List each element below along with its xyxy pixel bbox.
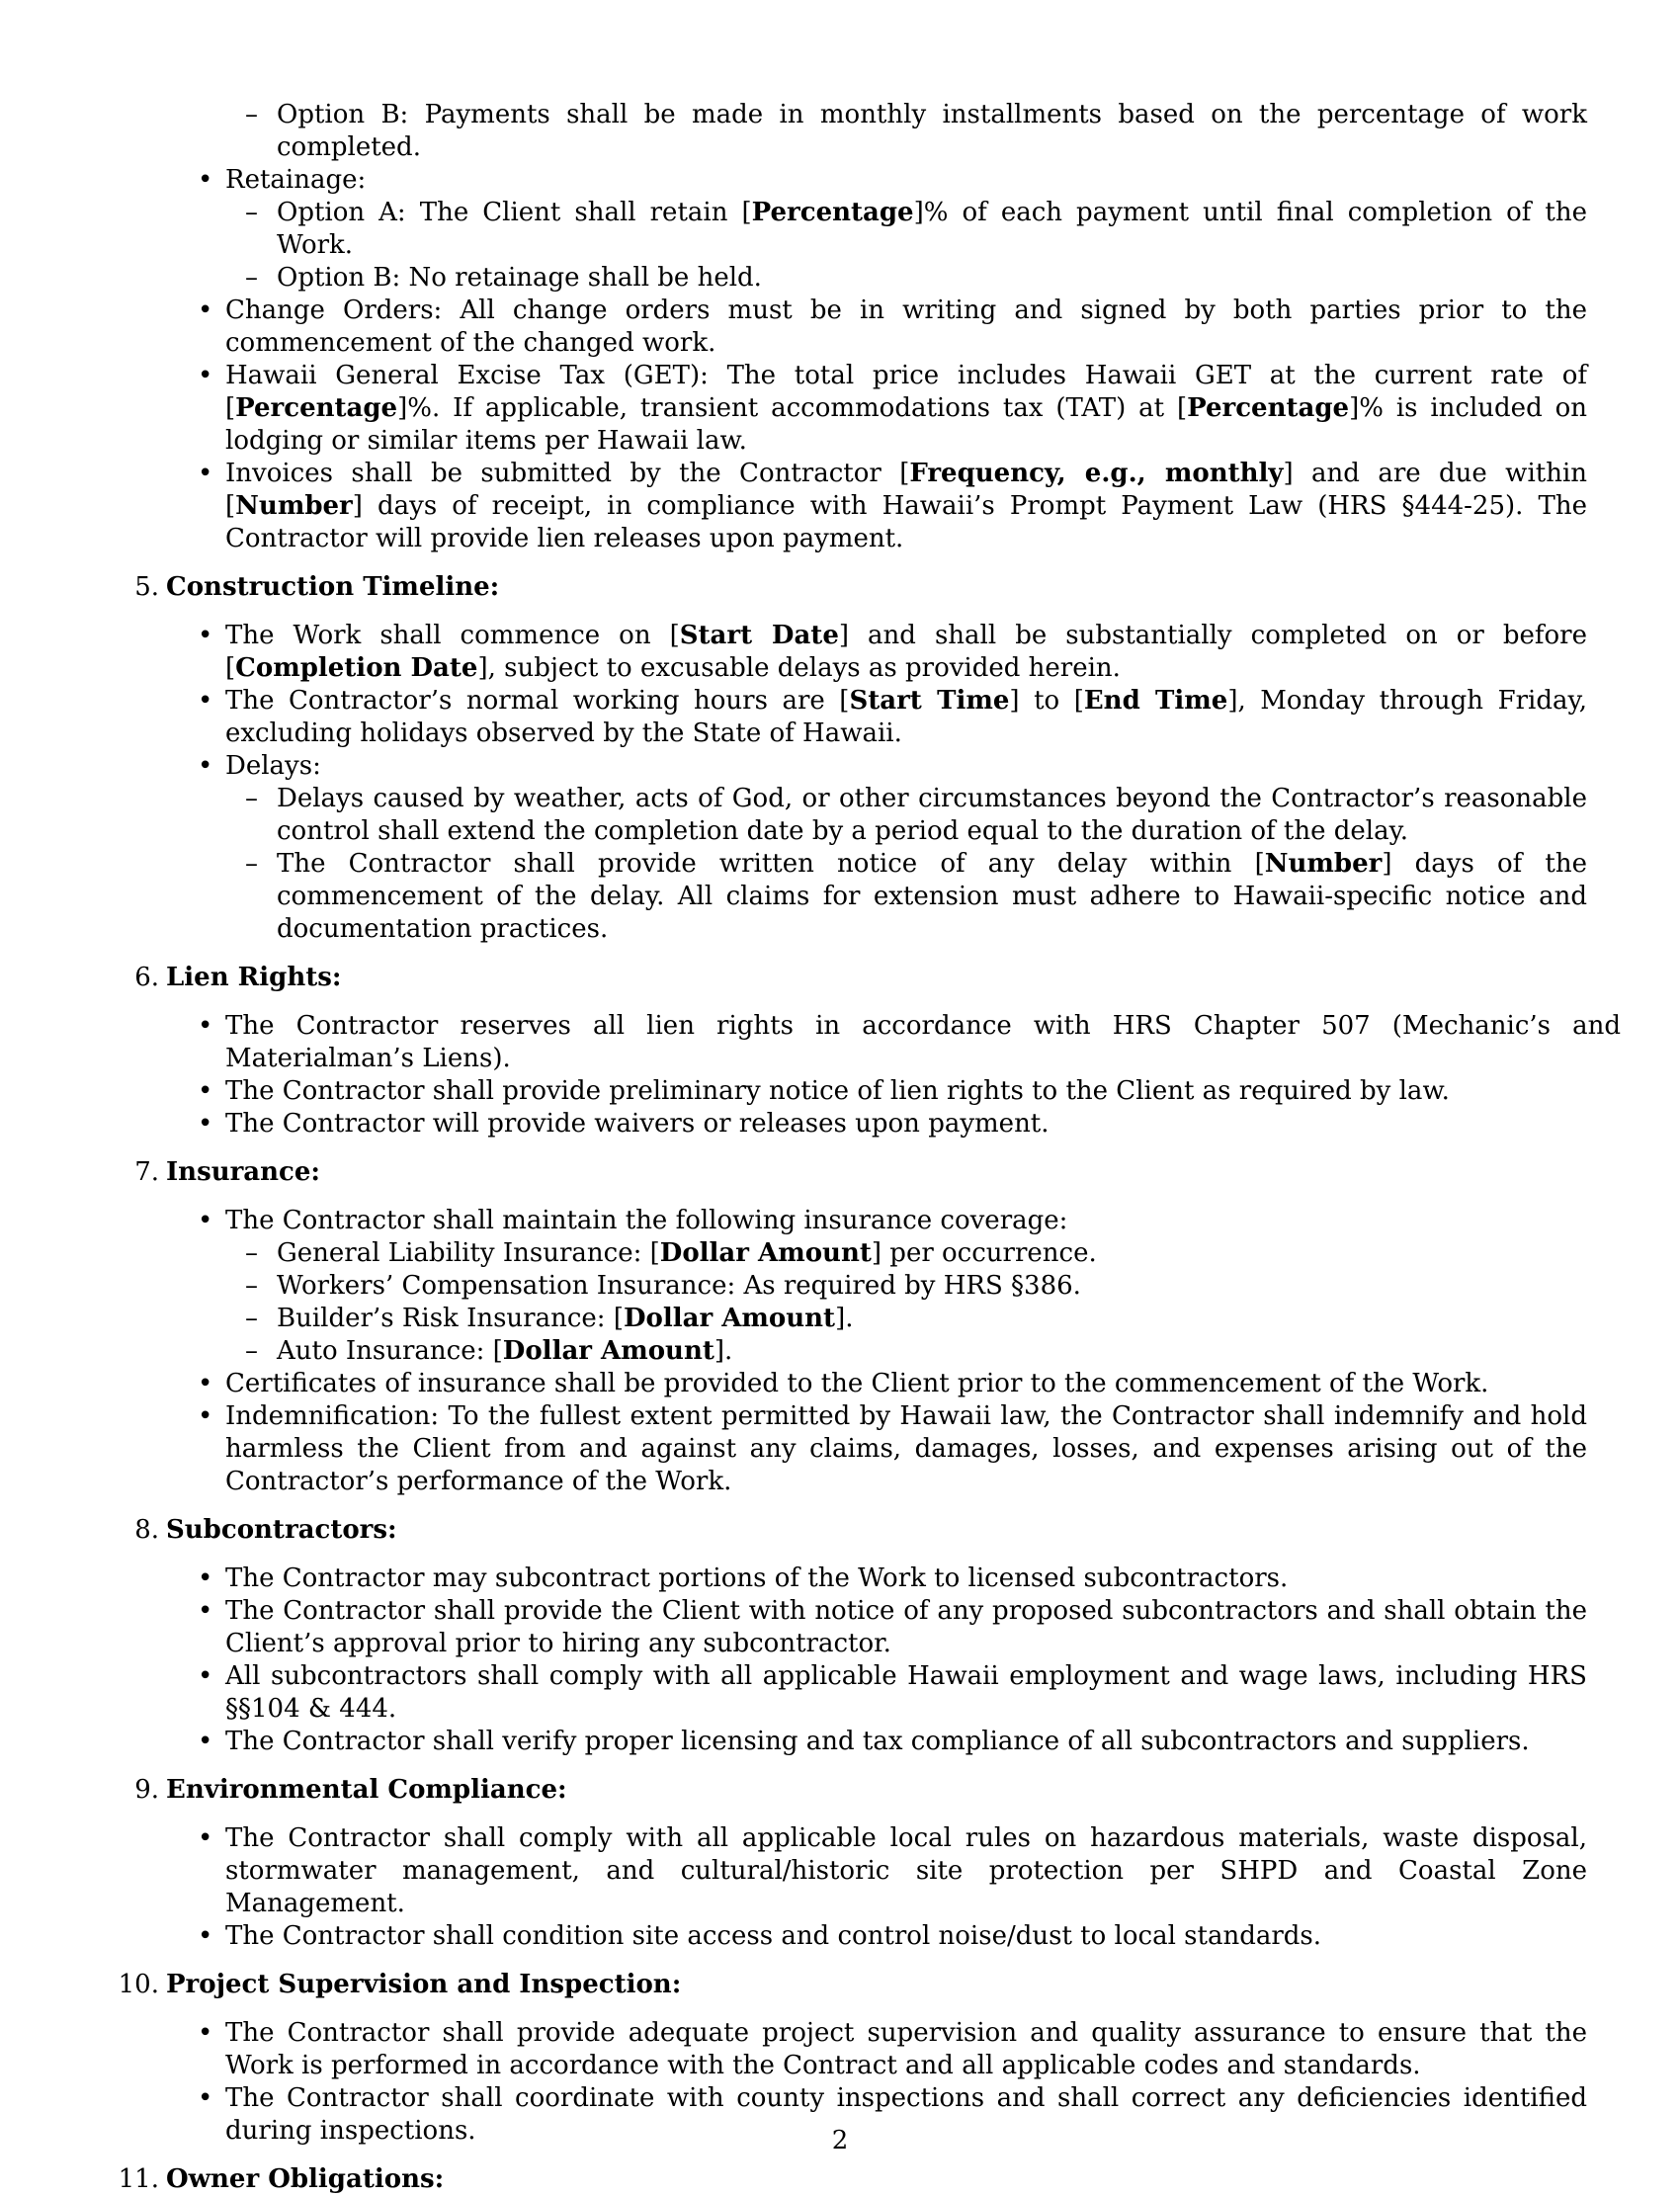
section-project-supervision <box>0 1969 1680 2148</box>
sub-list-item: – Auto Insurance: [Dollar Amount]. <box>245 1336 733 1366</box>
retainage-item: • Retainage: – Option A: The Client shall retain [Percentage]% of each payment until final completion of the Work. – Option B: No retainage shall be held. <box>198 165 1587 293</box>
bullet-icon: • <box>198 621 213 650</box>
payment-terms-list <box>0 99 1680 555</box>
section-heading: 10. Project Supervision and Inspection: <box>118 1970 682 1999</box>
list-item: • The Contractor shall condition site access and control noise/dust to local standards. <box>198 1921 1322 1951</box>
retainage-options <box>225 197 1587 295</box>
section-construction-timeline <box>0 571 1680 946</box>
list-item: • The Work shall commence on [Start Date] and shall be substantially completed on or before [Completion Date], subject to excusable delays as provided herein. <box>198 621 1587 683</box>
page-number: 2 <box>831 2126 849 2155</box>
list-item: • The Contractor’s normal working hours are [Start Time] to [End Time], Monday through Friday, excluding holidays observed by the State of Hawaii. <box>198 686 1587 748</box>
list-item: • Indemnification: To the fullest extent permitted by Hawaii law, the Contractor shall indemnify and hold harmless the Client from and against any claims, damages, losses, and expenses arising out of the Contractor’s performance of the Work. <box>198 1401 1587 1496</box>
list-item: • The Contractor will provide waivers or releases upon payment. <box>198 1109 1050 1139</box>
list-item: • The Contractor shall provide adequate project supervision and quality assurance to ensure that the Work is performed in accordance with the Contract and all applicable codes and standards. <box>198 2018 1587 2080</box>
bullet-icon: • <box>198 1401 213 1431</box>
section-heading: 6. Lien Rights: <box>134 963 342 992</box>
bullet-icon: • <box>198 296 213 325</box>
change-orders-item: • Change Orders: All change orders must be in writing and signed by both parties prior to the commencement of the changed work. <box>198 296 1587 358</box>
get-item: • Hawaii General Excise Tax (GET): The total price includes Hawaii GET at the current rate of [Percentage]%. If applicable, transient accommodations tax (TAT) at [Percentage]% is included on lodging or similar items per Hawaii law. <box>198 361 1587 456</box>
section-heading: 11. Owner Obligations: <box>118 2164 445 2194</box>
section-heading: 7. Insurance: <box>134 1157 321 1187</box>
list-item: • The Contractor shall provide the Client with notice of any proposed subcontractors and shall obtain the Client’s approval prior to hiring any subcontractor. <box>198 1596 1587 1658</box>
bullet-icon: • <box>198 1109 213 1139</box>
bullet-icon: • <box>198 1727 213 1756</box>
section-heading: 8. Subcontractors: <box>134 1515 397 1545</box>
payment-option-b: – Option B: Payments shall be made in monthly installments based on the percentage of work completed. <box>245 100 1587 162</box>
bullet-icon: • <box>198 459 213 488</box>
section-insurance <box>0 1156 1680 1498</box>
bullet-icon: • <box>198 1011 213 1041</box>
bullet-icon: • <box>198 1921 213 1951</box>
list-item: • The Contractor shall provide preliminary notice of lien rights to the Client as required by law. <box>198 1076 1450 1106</box>
bullet-icon: • <box>198 2018 213 2048</box>
section-subcontractors <box>0 1514 1680 1758</box>
bullet-icon: • <box>198 2083 213 2113</box>
list-item: • The Contractor may subcontract portions of the Work to licensed subcontractors. <box>198 1563 1289 1593</box>
list-item: • The Contractor reserves all lien rights in accordance with HRS Chapter 507 (Mechanic’s and Materialman’s Liens). <box>198 1011 1621 1073</box>
invoices-item: • Invoices shall be submitted by the Contractor [Frequency, e.g., monthly] and are due within [Number] days of receipt, in compliance with Hawaii’s Prompt Payment Law (HRS §444-25). The Contractor will provide lien releases upon payment. <box>198 459 1588 553</box>
list-item: • The Contractor shall comply with all applicable local rules on hazardous materials, waste disposal, stormwater management, and cultural/historic site protection per SHPD and Coastal Zone Management. <box>198 1823 1587 1918</box>
sub-list-item: – The Contractor shall provide written notice of any delay within [Number] days of the commencement of the delay. All claims for extension must adhere to Hawaii-specific notice and documentation practices. <box>245 849 1588 944</box>
bullet-icon: • <box>198 1563 213 1593</box>
bullet-icon: • <box>198 686 213 716</box>
bullet-icon: • <box>198 1206 213 1235</box>
section-heading: 9. Environmental Compliance: <box>134 1775 567 1805</box>
bullet-icon: • <box>198 1823 213 1853</box>
sub-list-item: – Workers’ Compensation Insurance: As required by HRS §386. <box>245 1271 1081 1301</box>
section-heading: 5. Construction Timeline: <box>134 572 500 602</box>
sub-list-item: – Delays caused by weather, acts of God, or other circumstances beyond the Contractor’s reasonable control shall extend the completion date by a period equal to the duration of the delay. <box>245 784 1587 846</box>
list-item: • The Contractor shall verify proper licensing and tax compliance of all subcontractors and suppliers. <box>198 1727 1530 1756</box>
list-item: • The Contractor shall coordinate with county inspections and shall correct any deficiencies identified during inspections. <box>198 2083 1587 2146</box>
bullet-icon: • <box>198 361 213 390</box>
section-lien-rights <box>0 962 1680 1140</box>
payment-option-b-item <box>0 99 1680 164</box>
bullet-icon: • <box>198 751 213 781</box>
bullet-icon: • <box>198 1076 213 1106</box>
section-owner-obligations <box>0 2163 1680 2196</box>
sub-list-item: – General Liability Insurance: [Dollar Amount] per occurrence. <box>245 1238 1097 1268</box>
bullet-icon: • <box>198 1661 213 1691</box>
list-item: • Certificates of insurance shall be provided to the Client prior to the commencement of the Work. <box>198 1369 1489 1398</box>
bullet-icon: • <box>198 165 213 195</box>
bullet-icon: • <box>198 1596 213 1626</box>
list-item: • Delays: – Delays caused by weather, acts of God, or other circumstances beyond the Contractor’s reasonable control shall extend the completion date by a period equal to the duration of the delay. – The Contractor shall provide written notice of any delay within [Number] days of the commencement of the delay. All claims for extension must adhere to Hawaii-specific notice and documentation practices. <box>198 751 1588 944</box>
payment-terms-continuation <box>0 0 1680 555</box>
list-item: • The Contractor shall maintain the following insurance coverage: – General Liability Insurance: [Dollar Amount] per occurrence. – Workers’ Compensation Insurance: As required by HRS §386. – Builder’s Risk Insurance: [Dollar Amount]. – Auto Insurance: [Dollar Amount]. <box>0 1205 1680 1368</box>
retainage-option-b: – Option B: No retainage shall be held. <box>245 263 762 293</box>
retainage-option-a: – Option A: The Client shall retain [Percentage]% of each payment until final completion of the Work. <box>245 198 1587 260</box>
section-environmental-compliance <box>0 1774 1680 1953</box>
list-item: • All subcontractors shall comply with all applicable Hawaii employment and wage laws, including HRS §§104 & 444. <box>198 1661 1587 1724</box>
bullet-icon: • <box>198 1369 213 1398</box>
sub-list-item: – Builder’s Risk Insurance: [Dollar Amount]. <box>245 1304 854 1333</box>
